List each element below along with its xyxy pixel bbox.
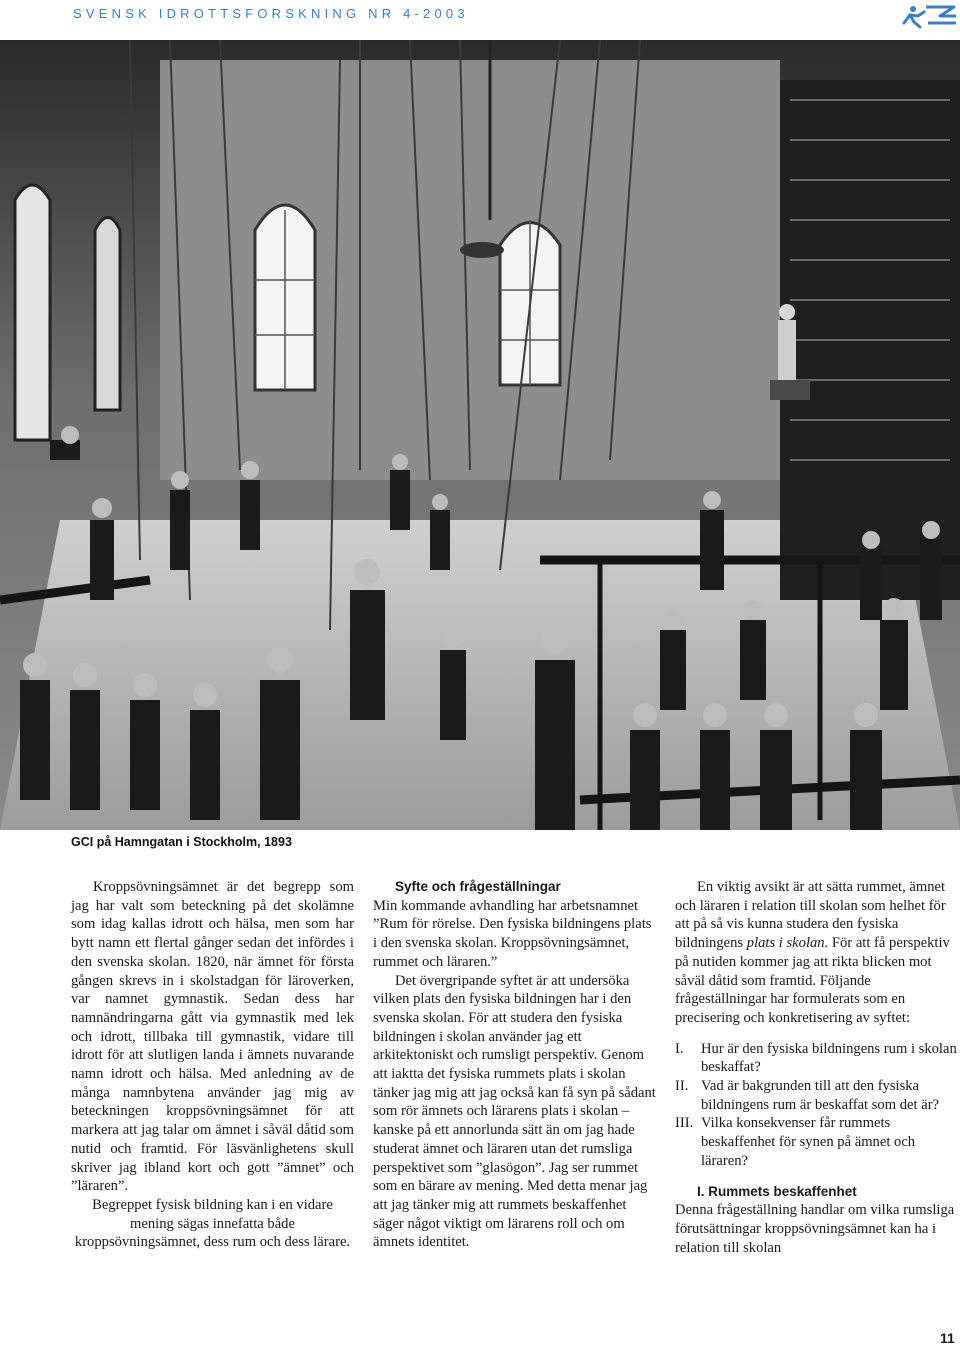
paragraph: Denna frågeställning handlar om vilka rumsliga förutsättningar kroppsövningsämnet kan ha i relation till skolan [675, 1202, 955, 1256]
list-item [675, 1077, 958, 1114]
list-item [675, 1040, 958, 1077]
page-number: 11 [940, 1330, 955, 1346]
journal-logo-icon [900, 3, 958, 29]
list-item [675, 1114, 958, 1170]
photo-caption: GCI på Hamngatan i Stockholm, 1893 [71, 835, 292, 849]
paragraph: Kroppsövningsämnet är det begrepp som jag har valt som beteckning på det skolämne som idag kallas idrott och hälsa, men som har bytt namn ett flertal gånger sedan det infördes i den svenska skolan. 1820, när ämnet för första gången skrevs in i skolstadgan för läroverken, var namnet gymnastik. Sedan dess har namnändringarna gått via gymnastik med lek och idrott, tillbaka till gymnastik, vidare till idrott för att slutligen landa i ämnets nuvarande namn idrott och hälsa. Med anledning av de många namnbytena använder jag mig av beteckningen kroppsövningsämnet för att markera att jag talar om ämnet i såväl dåtid som nutid och framtid. För läsvänlighetens skull skriver jag ibland kort och gott ”ämnet” och ”läraren”. [71, 879, 354, 1195]
section-heading: I. Rummets beskaffenhet [697, 1183, 857, 1199]
text-column-3 [675, 878, 958, 1257]
text-column-1 [71, 878, 354, 1252]
emphasis-text: plats i skolan. [746, 935, 829, 952]
paragraph: Begreppet fysisk bildning kan i en vidare mening sägas innefatta både kroppsövningsämnet, dess rum och dess lärare. [74, 1196, 351, 1251]
text-column-2 [373, 878, 658, 1252]
paragraph: Det övergripande syftet är att undersöka vilken plats den fysiska bildningen har i den svenska skolan. För att studera den fysiska bildningen i skolan använder jag ett arkitektoniskt och rumsligt perspektiv. Genom att iaktta det fysiska rummets plats i skolan tänker jag mig att jag också kan få syn på sådant som rör ämnets och lärarens plats i skolan – kanske på ett annorlunda sätt än om jag hade studerat ämnet och läraren utan det rumsliga perspektivet som ”glasögon”. Jag ser rummet som en bärare av mening. Med detta menar jag att jag tänker mig att rummets beskaffenhet säger något viktigt om lärarens roll och om ämnets identitet. [373, 972, 656, 1251]
question-list [675, 1040, 958, 1171]
list-text: Vilka konsekvenser får rummets beskaffenhet för synen på ämnet och läraren? [701, 1115, 916, 1169]
list-number: II. [675, 1078, 689, 1095]
paragraph-text: För att få perspektiv på nutiden kommer jag att rikta blicken mot såväl dåtid som framtid. Följande frågeställningar har formulerats som en precisering och konkretisering av syftet: [675, 935, 950, 1026]
gymnasium-photo [0, 40, 960, 830]
journal-header: SVENSK IDROTTSFORSKNING NR 4-2003 [73, 6, 469, 21]
paragraph [675, 878, 958, 1028]
list-text: Hur är den fysiska bildningens rum i skolan beskaffat? [701, 1040, 957, 1076]
list-text: Vad är bakgrunden till att den fysiska bildningens rum är beskaffat som det är? [701, 1078, 940, 1113]
paragraph-text: En viktig avsikt är att sätta rummet, ämnet och läraren i relation till skolan som helhet för att på så vis kunna studera den fysiska bildningens [675, 879, 946, 952]
list-number: III. [675, 1115, 694, 1132]
list-number: I. [675, 1040, 684, 1057]
paragraph: Min kommande avhandling har arbetsnamnet ”Rum för rörelse. Den fysiska bildningens plats i den svenska skolan. Kroppsövningsämnet, rummet och läraren.” [373, 897, 652, 970]
section-heading: Syfte och frågeställningar [395, 879, 561, 894]
